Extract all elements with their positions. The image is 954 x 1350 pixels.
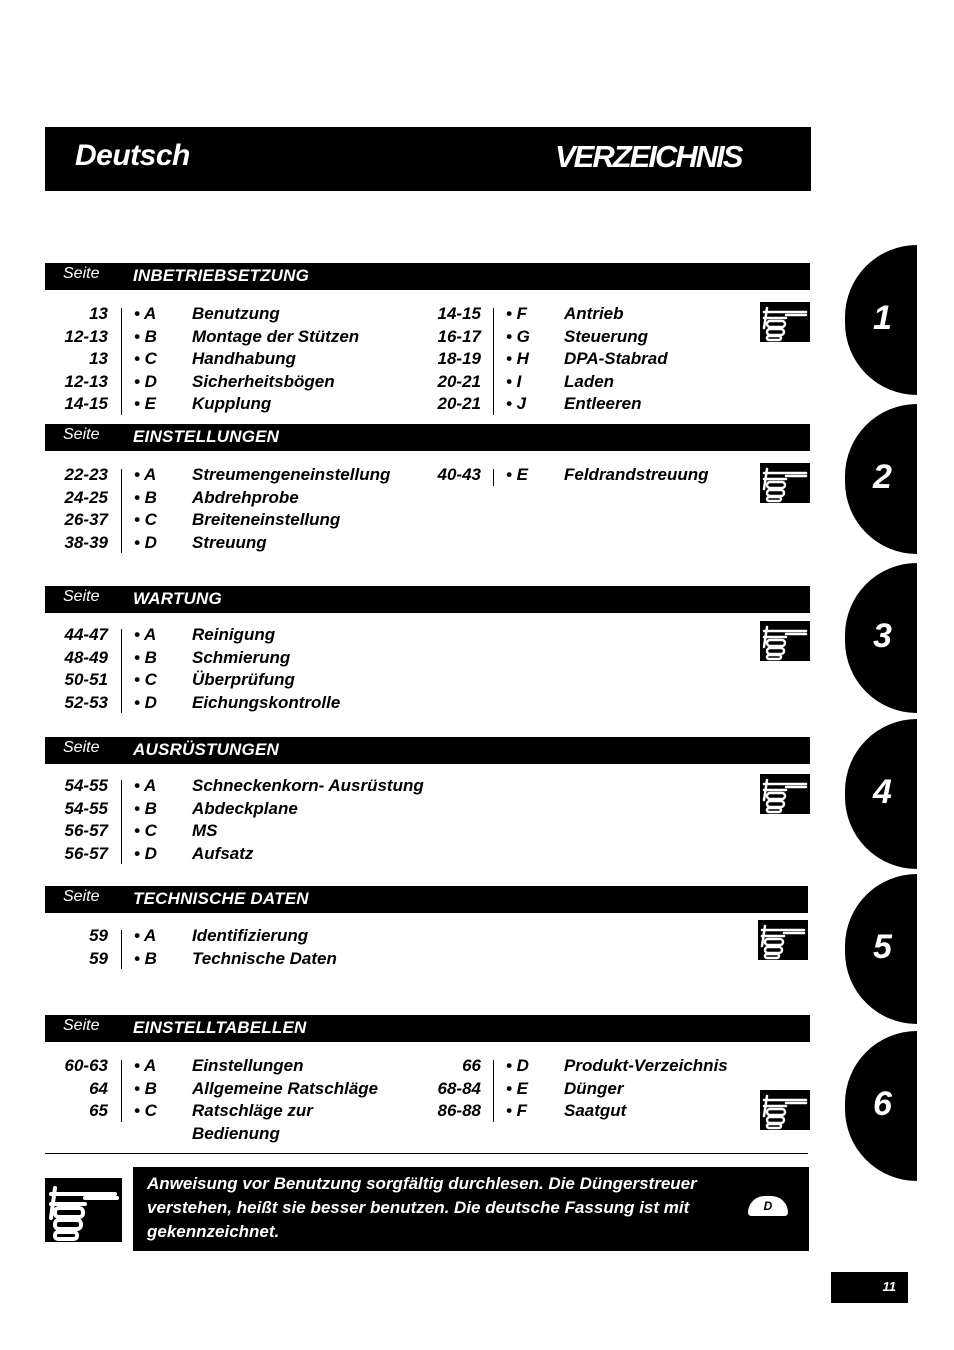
toc-entry[interactable]: Streumengeneinstellung (192, 465, 391, 484)
seite-label: Seite (63, 1017, 100, 1034)
item-letter: • A (134, 465, 157, 484)
section-title: INBETRIEBSETZUNG (133, 266, 310, 285)
page-ref[interactable]: 40-43 (437, 465, 481, 484)
column-separator (121, 469, 122, 553)
item-letter: • D (134, 843, 157, 863)
pointing-hand-icon (760, 1090, 810, 1130)
item-letter: • A (134, 304, 157, 323)
toc-entry[interactable]: Steuerung (564, 326, 649, 346)
page-ref[interactable]: 56-57 (64, 843, 108, 863)
column-separator (121, 629, 122, 713)
item-letter: • E (506, 465, 529, 484)
tab-number: 2 (873, 458, 892, 496)
instruction-note (133, 1167, 809, 1251)
item-letter: • D (134, 692, 157, 712)
item-letter: • J (506, 394, 527, 414)
tab-number: 5 (873, 928, 892, 966)
tab-number: 6 (873, 1085, 892, 1123)
item-letter: • C (134, 349, 157, 369)
toc-entry[interactable]: Antrieb (564, 304, 624, 323)
item-letter: • B (134, 326, 157, 346)
toc-entry[interactable]: Kupplung (192, 394, 272, 414)
toc-entry[interactable]: Allgemeine Ratschläge (192, 1078, 379, 1098)
column-separator (121, 780, 122, 864)
item-letter: • F (506, 304, 528, 323)
toc-entry[interactable]: Aufsatz (192, 843, 254, 863)
section-title: EINSTELLUNGEN (133, 427, 280, 446)
toc-entry[interactable]: Streuung (192, 532, 267, 552)
page-ref[interactable]: 54-55 (64, 798, 108, 818)
page-ref[interactable]: 13 (89, 349, 108, 369)
divider (45, 1153, 808, 1154)
item-letter: • B (134, 1078, 157, 1098)
page-ref[interactable]: 14-15 (64, 394, 108, 414)
item-letter: • A (134, 1056, 157, 1075)
toc-entry[interactable]: Montage der Stützen (192, 326, 360, 346)
column-separator (493, 469, 494, 486)
page-ref[interactable]: 50-51 (64, 670, 108, 690)
page-ref[interactable]: 18-19 (437, 349, 481, 369)
item-letter: • A (134, 625, 157, 644)
section-title: WARTUNG (133, 589, 222, 608)
column-separator (121, 308, 122, 415)
item-letter: • A (134, 776, 157, 795)
tab-number: 4 (873, 773, 892, 811)
page-ref[interactable]: 14-15 (437, 304, 481, 323)
item-letter: • C (134, 1101, 157, 1121)
pointing-hand-icon (760, 774, 810, 814)
toc-entry[interactable]: Abdrehprobe (192, 487, 299, 507)
toc-entry[interactable]: Sicherheitsbögen (192, 371, 335, 391)
toc-entry[interactable]: Reinigung (192, 625, 276, 644)
page-ref[interactable]: 64 (89, 1078, 108, 1098)
seite-label: Seite (63, 888, 100, 905)
item-letter: • I (506, 371, 522, 391)
toc-entry[interactable]: Technische Daten (192, 948, 337, 968)
tab-number: 1 (873, 299, 892, 337)
item-letter: • B (134, 487, 157, 507)
section-header-6 (45, 1015, 810, 1042)
page-ref[interactable]: 68-84 (437, 1078, 481, 1098)
tab-number: 3 (873, 617, 892, 655)
toc-entry[interactable]: Dünger (564, 1078, 624, 1098)
toc-entry[interactable]: Überprüfung (192, 670, 295, 690)
column-separator (121, 1060, 122, 1122)
section-header-3 (45, 586, 810, 613)
item-letter: • B (134, 948, 157, 968)
toc-entry[interactable]: Saatgut (564, 1101, 627, 1121)
toc-entry[interactable]: Schmierung (192, 647, 291, 667)
page-ref[interactable]: 12-13 (64, 326, 108, 346)
toc-entry[interactable]: Breiteneinstellung (192, 510, 341, 530)
page-ref[interactable]: 52-53 (64, 692, 108, 712)
page-ref[interactable]: 22-23 (64, 465, 108, 484)
toc-entry[interactable]: Einstellungen (192, 1056, 304, 1075)
chapter-tab-2[interactable] (845, 404, 917, 554)
item-letter: • B (134, 647, 157, 667)
page-ref[interactable]: 66 (462, 1056, 481, 1075)
page-number: 11 (882, 1279, 896, 1294)
language-badge: D (748, 1196, 788, 1216)
page-ref[interactable]: 38-39 (64, 532, 108, 552)
toc-entry[interactable]: Bedienung (192, 1123, 280, 1143)
pointing-hand-icon (45, 1178, 122, 1242)
page-ref[interactable]: 24-25 (64, 487, 108, 507)
item-letter: • B (134, 798, 157, 818)
column-separator (493, 1060, 494, 1122)
toc-entry[interactable]: Benutzung (192, 304, 280, 323)
page-ref[interactable]: 86-88 (437, 1101, 481, 1121)
page-ref[interactable]: 56-57 (64, 821, 108, 841)
chapter-tab-6[interactable] (845, 1031, 917, 1181)
page-ref[interactable]: 59 (89, 948, 108, 968)
item-letter: • E (506, 1078, 529, 1098)
chapter-tab-5[interactable] (845, 874, 917, 1024)
section-header-5 (45, 886, 808, 913)
toc-entry[interactable]: Identifizierung (192, 926, 309, 945)
item-letter: • H (506, 349, 529, 369)
toc-entry[interactable]: Produkt-Verzeichnis (564, 1056, 728, 1075)
page-ref[interactable]: 59 (89, 926, 108, 945)
chapter-tab-4[interactable] (845, 719, 917, 869)
toc-entry[interactable]: Eichungskontrolle (192, 692, 341, 712)
page-ref[interactable] (38, 1122, 108, 1145)
item-letter: • D (134, 532, 157, 552)
section-header-1 (45, 263, 810, 290)
page-ref[interactable]: 20-21 (437, 371, 481, 391)
pointing-hand-icon (758, 920, 808, 960)
item-letter: • D (134, 371, 157, 391)
page-number-box (831, 1272, 908, 1303)
section-title: AUSRÜSTUNGEN (133, 740, 279, 759)
page-ref[interactable]: 16-17 (437, 326, 481, 346)
item-letter: • G (506, 326, 530, 346)
language-label: Deutsch (75, 139, 190, 172)
item-letter: • C (134, 510, 157, 530)
section-title: TECHNISCHE DATEN (133, 889, 309, 908)
toc-entry[interactable]: Schneckenkorn- Ausrüstung (192, 776, 424, 795)
chapter-tab-3[interactable] (845, 563, 917, 713)
item-letter: • C (134, 670, 157, 690)
toc-entry[interactable]: Handhabung (192, 349, 296, 369)
page-ref[interactable]: 44-47 (64, 625, 108, 644)
page-ref[interactable]: 65 (89, 1101, 108, 1121)
page-ref[interactable]: 13 (89, 304, 108, 323)
item-letter: • A (134, 926, 157, 945)
pointing-hand-icon (760, 302, 810, 342)
section-title: EINSTELLTABELLEN (133, 1018, 307, 1037)
toc-entry[interactable]: Feldrandstreuung (564, 465, 709, 484)
seite-label: Seite (63, 265, 100, 282)
page-ref[interactable]: 12-13 (64, 371, 108, 391)
note-text: Anweisung vor Benutzung sorgfältig durchlesen. Die Düngerstreuer verstehen, heißt sie besser benutzen. Die deutsche Fassung ist mit gekennzeichnet. (147, 1174, 697, 1241)
item-letter: • C (134, 821, 157, 841)
page-ref[interactable]: 20-21 (437, 394, 481, 414)
page-title: VERZEICHNIS (555, 139, 742, 174)
section-header-4 (45, 737, 810, 764)
seite-label: Seite (63, 588, 100, 605)
section-header-2 (45, 424, 810, 451)
column-separator (121, 930, 122, 969)
seite-label: Seite (63, 739, 100, 756)
toc-entry[interactable]: Abdeckplane (192, 798, 298, 818)
page-ref[interactable]: 48-49 (64, 647, 108, 667)
column-separator (493, 308, 494, 415)
toc-entry[interactable]: MS (192, 821, 218, 841)
seite-label: Seite (63, 426, 100, 443)
item-letter: • E (134, 394, 157, 414)
item-letter: • F (506, 1101, 528, 1121)
page-ref[interactable]: 54-55 (64, 776, 108, 795)
toc-entry[interactable]: DPA-Stabrad (564, 349, 668, 369)
page-ref[interactable]: 60-63 (64, 1056, 108, 1075)
chapter-tab-1[interactable] (845, 245, 917, 395)
page-ref[interactable]: 26-37 (64, 510, 108, 530)
header-bar (45, 127, 811, 191)
toc-entry[interactable]: Entleeren (564, 394, 642, 414)
toc-entry[interactable]: Laden (564, 371, 615, 391)
pointing-hand-icon (760, 621, 810, 661)
pointing-hand-icon (760, 463, 810, 503)
toc-entry[interactable]: Ratschläge zur (192, 1101, 313, 1121)
item-letter: • D (506, 1056, 529, 1075)
